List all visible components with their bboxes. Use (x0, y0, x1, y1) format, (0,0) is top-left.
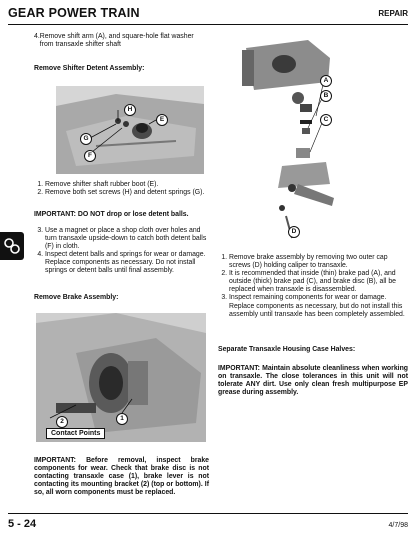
shifter-step: 1. Remove shifter shaft rubber boot (E). (45, 181, 209, 189)
right-steps (218, 254, 408, 319)
callout-d: D (288, 226, 300, 238)
step4-text: Remove shift arm (A), and square-hole flat washer from transaxle shifter shaft (39, 33, 194, 49)
header-divider (8, 24, 408, 25)
step4-number: 4. (34, 33, 40, 40)
callout-f: F (84, 150, 96, 162)
more-steps (34, 227, 209, 276)
heading-brake-assembly: Remove Brake Assembly: (34, 294, 119, 301)
figure-brake-assembly (36, 313, 206, 442)
contact-points-label: Contact Points (46, 428, 105, 439)
callout-h: H (124, 104, 136, 116)
section-label: REPAIR (378, 9, 408, 18)
revision-date: 4/7/98 (388, 522, 408, 529)
callout-b: B (320, 90, 332, 102)
callout-a: A (320, 75, 332, 87)
brake-step: 3. Inspect remaining components for wear or damage. Replace components as necessary, but do not install this assembly until transaxle has been completely assembled. (229, 294, 408, 318)
heading-shifter-detent: Remove Shifter Detent Assembly: (34, 65, 145, 72)
shifter-photo-illustration (56, 86, 204, 174)
figure-shifter-detent (56, 86, 204, 174)
section-tab-icon (0, 232, 24, 260)
important-note-3 (218, 365, 408, 397)
important-label: IMPORTANT: (218, 365, 260, 372)
shifter-step: 4. Inspect detent balls and springs for wear or damage. Replace components as necessary. Do not install springs or detent balls until final assembly. (45, 251, 209, 275)
important-label: IMPORTANT: (34, 457, 76, 464)
callout-c: C (320, 114, 332, 126)
left-step4 (34, 33, 209, 49)
brake-step: 1. Remove brake assembly by removing two outer cap screws (D) holding caliper to transaxle. (229, 254, 408, 270)
figure-brake-exploded (238, 38, 338, 243)
important-note-2 (34, 457, 209, 497)
important-label: IMPORTANT: (34, 211, 76, 218)
page-number: 5 - 24 (8, 518, 37, 530)
callout-e: E (156, 114, 168, 126)
shifter-step: 3. Use a magnet or place a shop cloth over holes and turn transaxle upside-down to catch both detent balls (F) in cloth. (45, 227, 209, 251)
shifter-step: 2. Remove both set screws (H) and detent springs (G). (45, 189, 209, 197)
callout-g: G (80, 133, 92, 145)
callout-1: 1 (116, 413, 128, 425)
important-note-1 (34, 211, 209, 219)
important-text: DO NOT drop or lose detent balls. (77, 211, 189, 218)
page-title: GEAR POWER TRAIN (8, 6, 140, 20)
footer-divider (8, 513, 408, 514)
callout-2: 2 (56, 416, 68, 428)
brake-step: 2. It is recommended that inside (thin) brake pad (A), and outside (thick) brake pad (C), and brake disc (B), all be replaced when transaxle is disassembled. (229, 270, 408, 294)
important-text: Maintain absolute cleanliness when working on transaxle. The close tolerances in this unit will not tolerate ANY dirt. Use only clean fresh multipurpose EP grease during assembly. (218, 365, 408, 397)
shifter-steps (34, 181, 209, 197)
heading-separate-halves: Separate Transaxle Housing Case Halves: (218, 346, 356, 353)
brake-exploded-illustration (238, 38, 338, 243)
important-text: Before removal, inspect brake components for wear. Check that brake disc is not contacting transaxle case (1), brake lever is not contacting its mounting bracket (2) (top or bottom). If so, all worn components must be replaced. (34, 457, 209, 497)
